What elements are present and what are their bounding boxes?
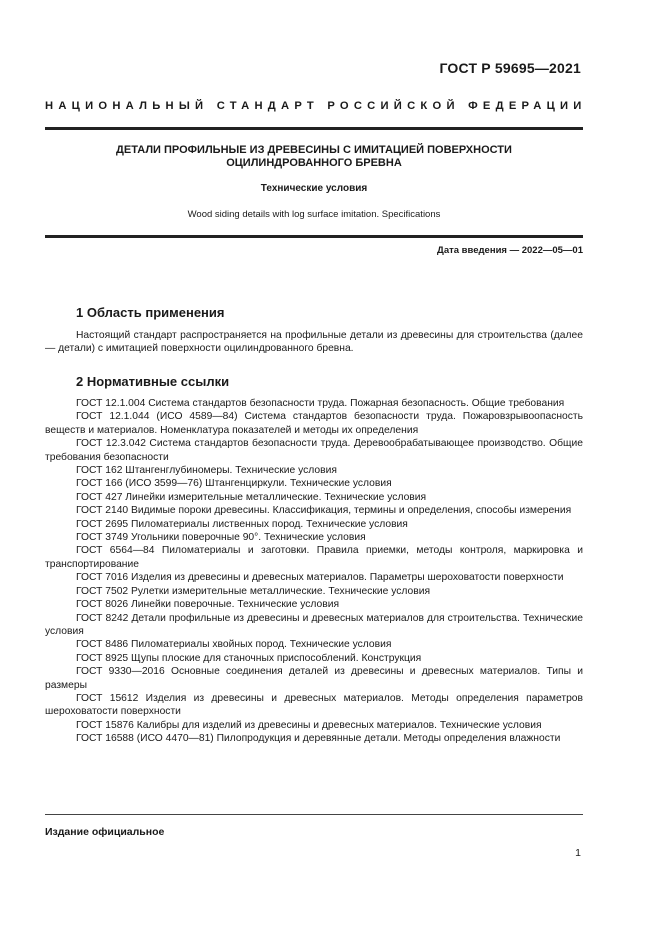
document-subtitle: Технические условия xyxy=(260,183,368,194)
title-line-2: ОЦИЛИНДРОВАННОГО БРЕВНА xyxy=(226,157,402,169)
reference-item: ГОСТ 2695 Пиломатериалы лиственных пород. Технические условия xyxy=(76,518,408,530)
page-number: 1 xyxy=(575,847,581,859)
section-1-body xyxy=(45,329,583,356)
reference-item: ГОСТ 3749 Угольники поверочные 90°. Технические условия xyxy=(76,532,366,544)
title-line-1: ДЕТАЛИ ПРОФИЛЬНЫЕ ИЗ ДРЕВЕСИНЫ С ИМИТАЦИЕЙ ПОВЕРХНОСТИ xyxy=(116,144,512,156)
section-2-heading: 2 Нормативные ссылки xyxy=(76,374,230,389)
introduction-date: Дата введения — 2022—05—01 xyxy=(437,245,583,256)
reference-item: ГОСТ 8242 Детали профильные из древесины и древесных материалов для строительства. Технические условия xyxy=(45,612,583,637)
section-1-heading: 1 Область применения xyxy=(76,305,225,320)
reference-item: ГОСТ 7016 Изделия из древесины и древесных материалов. Параметры шероховатости поверхности xyxy=(76,572,564,584)
english-title: Wood siding details with log surface imitation. Specifications xyxy=(187,209,441,220)
bottom-rule xyxy=(45,235,583,238)
reference-item: ГОСТ 12.1.004 Система стандартов безопасности труда. Пожарная безопасность. Общие требования xyxy=(76,398,565,409)
reference-item: ГОСТ 6564—84 Пиломатериалы и заготовки. Правила приемки, методы контроля, маркировка и транспортирование xyxy=(45,545,583,570)
reference-item: ГОСТ 15612 Изделия из древесины и древесных материалов. Методы определения параметров шероховатости поверхности xyxy=(45,692,583,718)
reference-item: ГОСТ 12.3.042 Система стандартов безопасности труда. Деревообрабатывающее производство. Общие требования безопасности xyxy=(45,438,583,463)
reference-item: ГОСТ 8486 Пиломатериалы хвойных пород. Технические условия xyxy=(76,639,392,651)
reference-item: ГОСТ 2140 Видимые пороки древесины. Классификация, термины и определения, способы измерения xyxy=(76,505,572,517)
reference-item: ГОСТ 9330—2016 Основные соединения деталей из древесины и древесных материалов. Типы и размеры xyxy=(45,666,583,691)
reference-item: ГОСТ 8925 Щупы плоские для станочных приспособлений. Конструкция xyxy=(76,652,422,664)
reference-item: ГОСТ 427 Линейки измерительные металлические. Технические условия xyxy=(76,491,427,503)
reference-item: ГОСТ 166 (ИСО 3599—76) Штангенциркули. Технические условия xyxy=(76,478,392,490)
reference-item: ГОСТ 12.1.044 (ИСО 4589—84) Система стандартов безопасности труда. Пожаровзрывоопасность веществ и материалов. Номенклатура показателей и методы их определения xyxy=(45,411,583,436)
reference-item: ГОСТ 8026 Линейки поверочные. Технические условия xyxy=(76,599,340,611)
official-edition-label: Издание официальное xyxy=(45,826,165,838)
document-title xyxy=(45,144,583,170)
reference-item: ГОСТ 162 Штангенглубиномеры. Технические условия xyxy=(76,465,337,477)
top-rule xyxy=(45,127,583,130)
footer-rule xyxy=(45,814,583,815)
reference-item: ГОСТ 7502 Рулетки измерительные металлические. Технические условия xyxy=(76,585,431,597)
national-standard-heading: НАЦИОНАЛЬНЫЙ СТАНДАРТ РОССИЙСКОЙ ФЕДЕРАЦИИ xyxy=(45,100,587,112)
normative-references-list xyxy=(45,397,583,746)
reference-item: ГОСТ 16588 (ИСО 4470—81) Пилопродукция и деревянные детали. Методы определения влажности xyxy=(76,733,561,745)
section-1-paragraph: Настоящий стандарт распространяется на профильные детали из древесины для строительства (далее — детали) с имитацией поверхности оцилиндрованного бревна. xyxy=(45,330,583,355)
reference-item: ГОСТ 15876 Калибры для изделий из древесины и древесных материалов. Технические условия xyxy=(76,719,542,731)
document-code: ГОСТ Р 59695—2021 xyxy=(439,60,581,76)
